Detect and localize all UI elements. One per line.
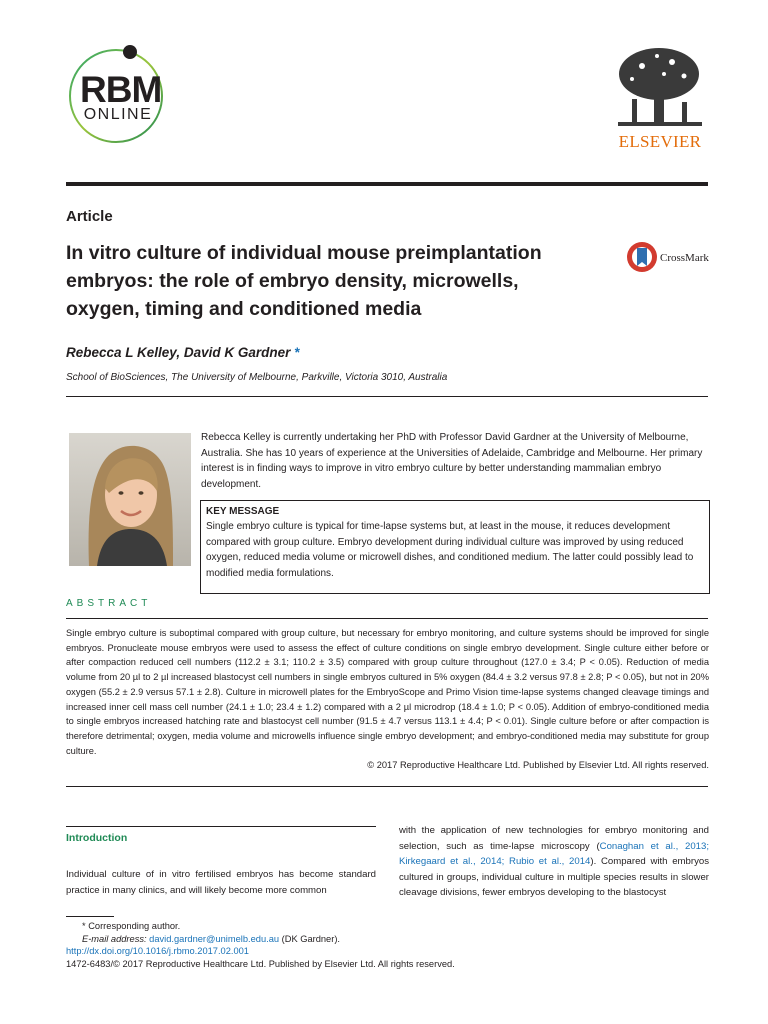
abstract-text: Single embryo culture is suboptimal compared with group culture, but necessary for embryo monitoring, and culture systems should be improved for single embryos. Pronucleate mouse embryos were used to assess the effect of culture conditions on single embryo development. Single culture either before or after compaction reduced cell numbers (112.2 ± 3.1; 110.2 ± 3.5) compared with group culture throughout (127.0 ± 3.4; P < 0.05). Reduction of media volume from 20 µl to 2 µl increased blastocyst cell numbers in single embryos cultured in 5% oxygen (84.4 ± 3.2 versus 97.8 ± 2.8; P < 0.05), but not in 20% oxygen (55.2 ± 2.9 versus 57.1 ± 2.8). Culture in microwell plates for the EmbryoScope and Primo Vision time-lapse systems changed cleavage timings and increased inner cell mass cell number (24.1 ± 1.0; 23.4 ± 1.2) compared with a 2 µl microdrop (18.4 ± 1.0; P < 0.05). Addition of embryo-conditioned media to single embryos increased hatching rate and blastocyst cell number (91.5 ± 4.7 versus 113.1 ± 4.4; P < 0.01). Single culture before or after compaction is therefore detrimental; oxygen, media volume and microwells influence single embryo development; and embryo-conditioned media may substitute for group culture. (66, 628, 709, 756)
key-message-heading: KEY MESSAGE (206, 506, 280, 517)
journal-logo-main: RBM (80, 69, 162, 110)
author-names: Rebecca L Kelley, David K Gardner (66, 345, 291, 360)
email-link[interactable]: david.gardner@unimelb.edu.au (149, 933, 280, 944)
abstract-heading: ABSTRACT (66, 598, 152, 609)
header-rule (66, 182, 708, 186)
intro-text: with the application of new technologies for embryo monitoring and selection, such as time-lapse microscopy ( (399, 825, 709, 852)
corresponding-note: * Corresponding author. (82, 921, 181, 931)
elsevier-tree-icon (612, 44, 707, 129)
author-list (66, 345, 299, 360)
key-message-box (200, 500, 710, 594)
corresponding-author-mark[interactable]: * (294, 345, 300, 360)
email-suffix: (DK Gardner). (279, 933, 341, 944)
reference-links[interactable]: Conaghan et al., 2013; Kirkegaard et al., 2014; Rubio et al., 2014 (399, 840, 709, 867)
introduction-col1: Individual culture of in vitro fertilised embryos has become standard practice in many clinics, and will likely become more common (66, 869, 376, 896)
affiliation: School of BioSciences, The University of Melbourne, Parkville, Victoria 3010, Australia (66, 372, 448, 383)
divider (66, 618, 708, 619)
author-photo (69, 433, 191, 566)
doi-link[interactable]: http://dx.doi.org/10.1016/j.rbmo.2017.02.001 (66, 946, 249, 956)
abstract-copyright: © 2017 Reproductive Healthcare Ltd. Published by Elsevier Ltd. All rights reserved. (367, 760, 709, 770)
author-bio: Rebecca Kelley is currently undertaking her PhD with Professor David Gardner at the University of Melbourne, Australia. She has 10 years of experience at the Universities of Adelaide, Cambridge and Melbourne. Her primary interest is in finding ways to improve in vitro embryo culture by better understanding mammalian embryo development. (201, 432, 703, 490)
footnote (66, 920, 455, 970)
section-rule (66, 826, 376, 827)
introduction-col2 (399, 823, 709, 901)
article-type: Article (66, 208, 113, 225)
divider (66, 786, 708, 787)
email-line (66, 933, 455, 946)
article-title: In vitro culture of individual mouse preimplantation embryos: the role of embryo density, microwells, oxygen, timing and conditioned media (66, 242, 542, 320)
email-label: E-mail address: (82, 933, 150, 944)
divider (66, 396, 708, 397)
issn-line: 1472-6483/© 2017 Reproductive Healthcare Ltd. Published by Elsevier Ltd. All rights reserved. (66, 958, 455, 969)
intro-text: ). Compared with embryos cultured in groups, individual culture in multiple species results in slower cleavage divisions, fewer embryos developing to the blastocyst (399, 856, 709, 898)
key-message-text: Single embryo culture is typical for time-lapse systems but, at least in the mouse, it reduces development compared with group culture. Embryo development during individual culture was improved by using reduced oxygen, reduced media volume or microwell dishes, and conditioned medium. The latter could possibly lead to modified media formulations. (206, 521, 694, 579)
crossmark-label[interactable]: CrossMark (660, 252, 709, 264)
journal-logo-sub: ONLINE (83, 106, 153, 123)
publisher-logo-text: ELSEVIER (618, 132, 702, 151)
introduction-heading: Introduction (66, 832, 128, 844)
footnote-rule (66, 916, 114, 917)
